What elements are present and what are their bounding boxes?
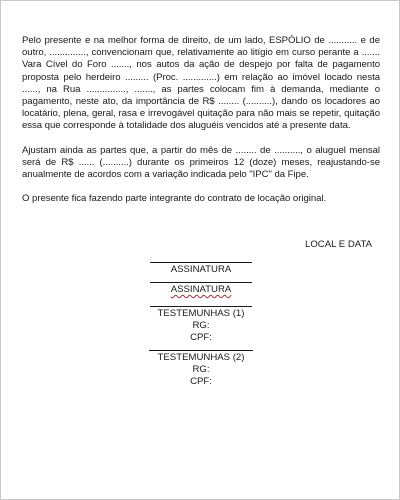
- paragraph-parties: Pelo presente e na melhor forma de direito, de um lado, ESPÓLIO de ........... e de outro, .............., convencionam que, relativamente ao litígio em curso perante a ....... Vara Cível do Foro ......., nos autos da ação de despejo por falta de pagamento proposta pelo herdeiro ......... (Proc. .............) em relação ao imóvel locado nesta ......, na Rua ..............., ......., as partes colocam fim à demanda, mediante o pagamento, neste ato, da importância de R$ ........ (..........), dando os locadores ao locatário, plena, geral, rasa e irrevogável quitação para não mais se repetir, quitação essa que corresponde à totalidade dos aluguéis vencidos até a presente data.: [22, 35, 380, 132]
- signature-line: [149, 350, 253, 351]
- witness-block-2: [1, 350, 400, 388]
- witness-title: TESTEMUNHAS (1): [157, 308, 245, 319]
- signature-block-2: [1, 282, 400, 296]
- paragraph-integral-part: O presente fica fazendo parte integrante do contrato de locação original.: [22, 193, 327, 205]
- signature-line: [150, 306, 252, 307]
- witness-block-1: [1, 306, 400, 344]
- witness-cpf: CPF:: [190, 376, 212, 387]
- paragraph-rent-adjustment: Ajustam ainda as partes que, a partir do mês de ........ de .........., o aluguel mensal será de R$ ...... (..........) durante os primeiros 12 (doze) meses, reajustando-se anualmente de acordos com a variação indicada pelo "IPC" da Fipe.: [22, 144, 380, 181]
- local-and-date: LOCAL E DATA: [305, 239, 372, 250]
- signature-line: [150, 282, 252, 283]
- witness-rg: RG:: [192, 364, 210, 375]
- signature-label: ASSINATURA: [170, 264, 232, 275]
- signature-label: ASSINATURA: [170, 284, 232, 295]
- signature-line: [150, 262, 252, 263]
- witness-title: TESTEMUNHAS (2): [157, 352, 245, 363]
- signature-block-1: [1, 262, 400, 276]
- witness-cpf: CPF:: [190, 332, 212, 343]
- witness-rg: RG:: [192, 320, 210, 331]
- contract-body: [22, 35, 380, 217]
